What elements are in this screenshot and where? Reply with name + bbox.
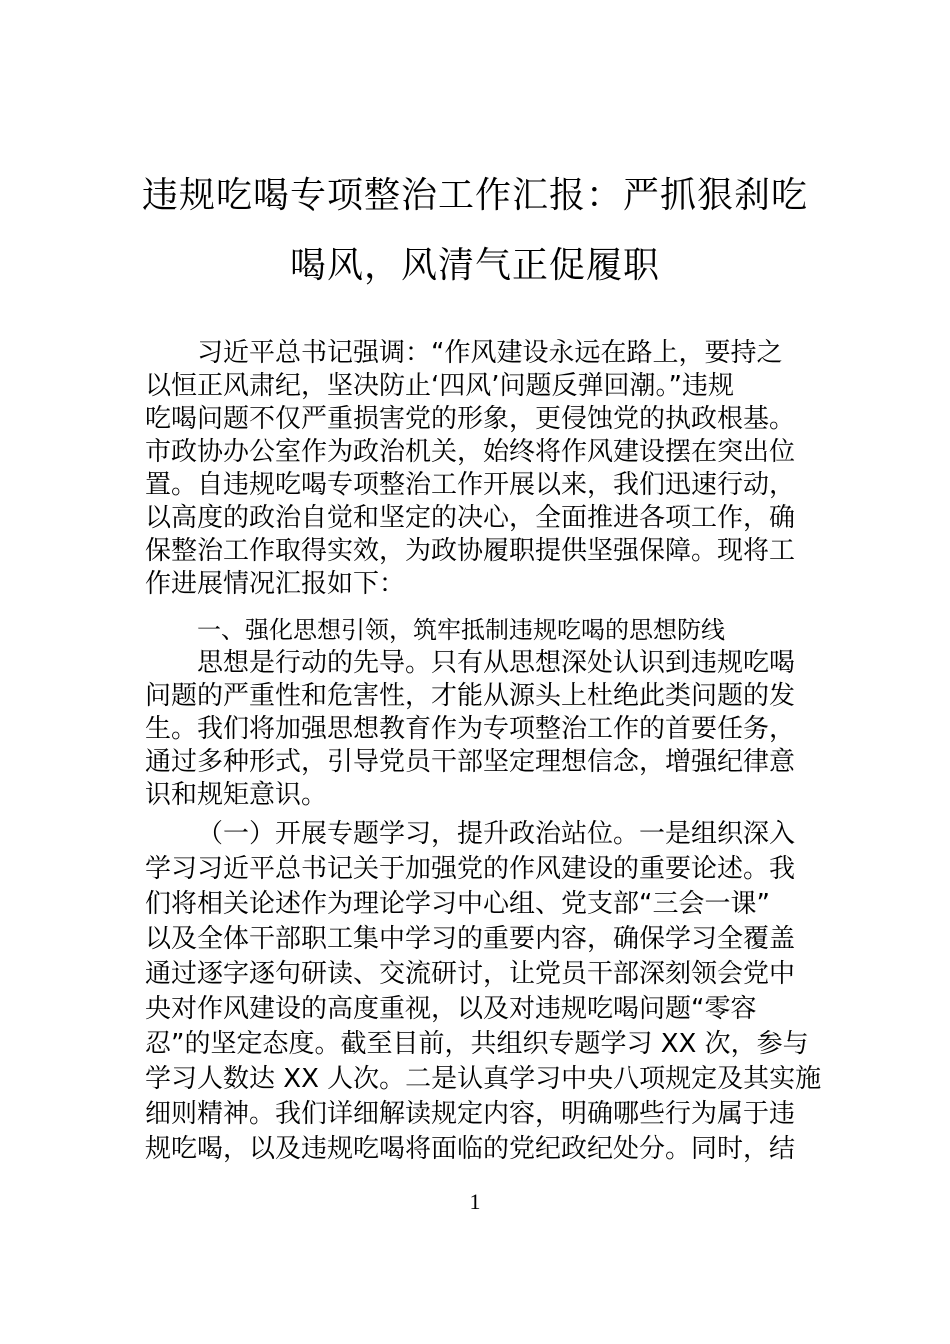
body-line: 忍”的坚定态度。截至目前，共组织专题学习 XX 次，参与: [145, 1029, 809, 1059]
body-line: 学习习近平总书记关于加强党的作风建设的重要论述。我: [145, 854, 796, 884]
body-line: 规吃喝，以及违规吃喝将面临的党纪政纪处分。同时，结: [145, 1134, 796, 1164]
body-line: 通过多种形式，引导党员干部坚定理想信念，增强纪律意: [145, 747, 796, 777]
body-line: 思想是行动的先导。只有从思想深处认识到违规吃喝: [197, 648, 796, 678]
body-line: 通过逐字逐句研读、交流研讨，让党员干部深刻领会党中: [145, 959, 796, 989]
body-line: 识和规矩意识。: [145, 780, 328, 810]
document-title-line-1: 违规吃喝专项整治工作汇报：严抓狠刹吃: [141, 175, 808, 216]
body-line: 央对作风建设的高度重视，以及对违规吃喝问题“零容: [145, 994, 757, 1024]
page-number: 1: [469, 1189, 481, 1214]
body-line: 吃喝问题不仅严重损害党的形象，更侵蚀党的执政根基。: [145, 404, 796, 434]
body-line: 以恒正风肃纪，坚决防止‘四风’问题反弹回潮。”违规: [145, 371, 734, 401]
body-line: 市政协办公室作为政治机关，始终将作风建设摆在突出位: [145, 437, 796, 467]
body-line: 习近平总书记强调：“作风建设永远在路上，要持之: [197, 338, 783, 368]
body-line: 作进展情况汇报如下：: [145, 569, 406, 599]
body-line: 以及全体干部职工集中学习的重要内容，确保学习全覆盖: [145, 924, 796, 954]
body-line: 们将相关论述作为理论学习中心组、党支部“三会一课”: [145, 889, 770, 919]
body-line: 置。自违规吃喝专项整治工作开展以来，我们迅速行动，: [145, 470, 796, 500]
body-line: 保整治工作取得实效，为政协履职提供坚强保障。现将工: [145, 536, 796, 566]
section-heading: 一、强化思想引领，筑牢抵制违规吃喝的思想防线: [197, 616, 725, 644]
body-line: 学习人数达 XX 人次。二是认真学习中央八项规定及其实施: [145, 1064, 822, 1094]
body-line: 细则精神。我们详细解读规定内容，明确哪些行为属于违: [145, 1099, 796, 1129]
body-line: 生。我们将加强思想教育作为专项整治工作的首要任务，: [145, 714, 796, 744]
document-title-line-2: 喝风，风清气正促履职: [289, 245, 660, 286]
body-line: （一）开展专题学习，提升政治站位。一是组织深入: [197, 819, 796, 849]
body-line: 以高度的政治自觉和坚定的决心，全面推进各项工作，确: [145, 503, 796, 533]
body-line: 问题的严重性和危害性，才能从源头上杜绝此类问题的发: [145, 681, 796, 711]
